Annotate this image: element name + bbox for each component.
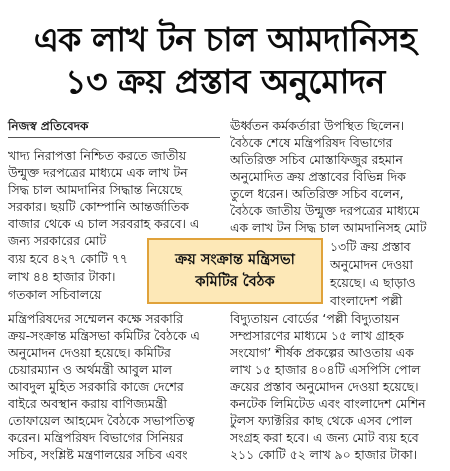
article-line: বৈঠকে জাতীয় উন্মুক্ত দরপত্রের মাধ্যমে: [230, 203, 420, 218]
article-line: কনটেক লিমিটেড এবং বাংলাদেশ মেশিন: [230, 396, 426, 411]
article-line: বৈঠকে শেষে মন্ত্রিপরিষদ বিভাগের: [230, 135, 393, 150]
right-column: [230, 117, 446, 236]
article-line: বাইরে অবস্থান করায় বাণিজ্যমন্ত্রী: [8, 396, 167, 411]
article-line: বাংলাদেশ পল্লী: [330, 293, 403, 308]
byline: নিজস্ব প্রতিবেদক: [8, 119, 89, 133]
pull-quote-line-2: কমিটির বৈঠক: [195, 274, 275, 290]
article-line: উন্মুক্ত দরপত্রের মাধ্যমে এক লাখ টন: [8, 165, 188, 180]
article-line: তোফায়েল আহমেদ বৈঠকে সভাপতিত্ব: [8, 413, 195, 428]
headline-line-1: এক লাখ টন চাল আমদানিসহ: [33, 20, 417, 59]
pull-quote-line-1: ক্রয় সংক্রান্ত মন্ত্রিসভা: [175, 252, 295, 268]
article-line: গতকাল সচিবালয়ে: [8, 287, 102, 302]
article-line: মন্ত্রিপরিষদের সম্মেলন কক্ষে সরকারি: [8, 311, 184, 326]
article-line: এক লাখ টন সিদ্ধ চাল আমদানিসহ মোট: [230, 220, 427, 235]
article-line: সংগ্রহ করা হবে। এ জন্য মোট ব্যয় হবে: [230, 430, 419, 445]
article-line: ঊর্ধ্বতন কর্মকর্তারা উপস্থিত ছিলেন।: [230, 118, 405, 133]
article-line: আবদুল মুহিত সরকারি কাজে দেশের: [8, 379, 184, 394]
article-line: জন্য সরকারের মোট: [8, 233, 107, 248]
article-line: টুলস ফ্যাক্টরির কাছ থেকে এসব পোল: [230, 413, 412, 428]
article-line: ক্রয়-সংক্রান্ত মন্ত্রিসভা কমিটির বৈঠকে এ: [8, 328, 200, 343]
article-line: সংযোগ’ শীর্ষক প্রকল্পের আওতায় এক: [230, 345, 414, 360]
article-line: সম্প্রসারণের মাধ্যমে ১৫ লাখ গ্রাহক: [230, 328, 404, 343]
article-line: অতিরিক্ত সচিব মোস্তাফিজুর রহমান: [230, 152, 403, 167]
article-line: বাজার থেকে এ চাল সরবরাহ করবে। এ: [8, 216, 200, 231]
article-line: বিদ্যুতায়ন বোর্ডের ‘পল্লী বিদ্যুতায়ন: [230, 311, 400, 326]
headline-line-2: ১৩ ক্রয় প্রস্তাব অনুমোদন: [65, 62, 385, 101]
left-column: [8, 147, 223, 232]
bottom-right-column: [230, 310, 446, 463]
article-line: ক্রয়ের প্রস্তাব অনুমোদন দেওয়া হয়েছে।: [230, 379, 419, 394]
article-line: খাদ্য নিরাপত্তা নিশ্চিত করতে জাতীয়: [8, 148, 186, 163]
byline-divider: [8, 137, 220, 138]
article-line: চেয়ারম্যান ও অর্থমন্ত্রী আবুল মাল: [8, 362, 172, 377]
article-line: লাখ ১৫ হাজার ৪০৪টি এসপিসি পোল: [230, 362, 421, 377]
article-line: ২১১ কোটি ৫২ লাখ ৯০ হাজার টাকা।: [230, 447, 418, 462]
article-line: তুলে ধরেন। অতিরিক্ত সচিব বলেন,: [230, 186, 404, 201]
article-line: অনুমোদন দেওয়া: [330, 257, 413, 272]
article-line: অনুমোদন দেওয়া হয়েছে। কমিটির: [8, 345, 171, 360]
article-line: লাখ ৪৪ হাজার টাকা।: [8, 269, 116, 284]
article-line: সরকার। ছয়টি কোম্পানি আন্তর্জাতিক: [8, 199, 189, 214]
pull-quote-box: [147, 238, 323, 304]
article-line: হয়েছে। এ ছাড়াও: [330, 275, 416, 290]
article-line: ১৩টি ক্রয় প্রস্তাব: [330, 239, 411, 254]
article-line: সচিব, সংশ্লিষ্ট মন্ত্রণালয়ের সচিব এবং: [8, 447, 188, 462]
article-line: সিদ্ধ চাল আমদানির সিদ্ধান্ত নিয়েছে: [8, 182, 182, 197]
article-line: করেন। মন্ত্রিপরিষদ বিভাগের সিনিয়র: [8, 430, 184, 445]
bottom-left-column: [8, 310, 223, 463]
article-line: ব্যয় হবে ৪২৭ কোটি ৭৭: [8, 251, 128, 266]
article-line: অনুমোদিত ক্রয় প্রস্তাবের বিভিন্ন দিক: [230, 169, 406, 184]
